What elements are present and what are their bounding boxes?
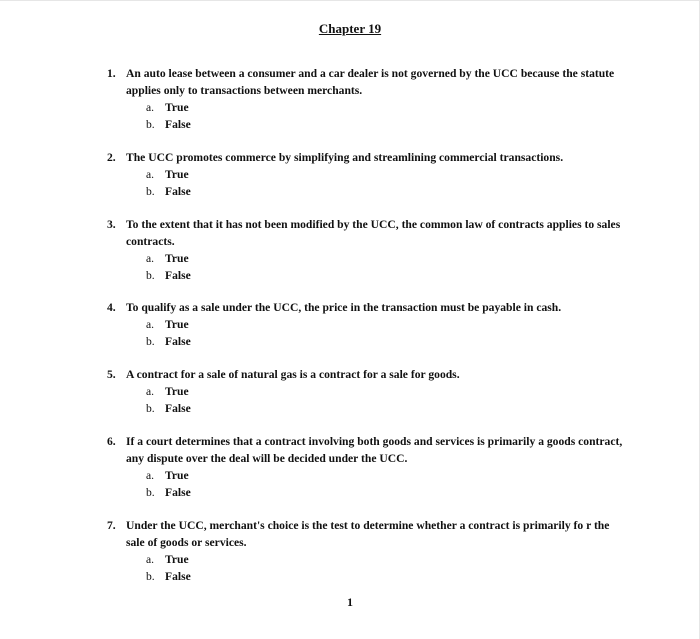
question-number: 5. bbox=[107, 368, 116, 381]
option-label: True bbox=[165, 101, 189, 114]
option-a[interactable] bbox=[146, 250, 627, 267]
option-letter: a. bbox=[146, 385, 155, 398]
option-a[interactable] bbox=[146, 467, 627, 484]
option-b[interactable] bbox=[146, 568, 627, 585]
option-a[interactable] bbox=[146, 383, 627, 400]
question-text: The UCC promotes commerce by simplifying and streamlining commercial transactions. bbox=[126, 151, 564, 164]
question-2 bbox=[107, 149, 627, 200]
option-label: True bbox=[165, 252, 189, 265]
option-label: False bbox=[165, 185, 191, 198]
question-number: 7. bbox=[107, 519, 116, 532]
question-text: An auto lease between a consumer and a car dealer is not governed by the UCC because the statute applies only to transactions between merchants. bbox=[126, 67, 615, 97]
option-label: True bbox=[165, 168, 189, 181]
question-number: 3. bbox=[107, 218, 116, 231]
option-label: False bbox=[165, 402, 191, 415]
option-label: True bbox=[165, 385, 189, 398]
question-1 bbox=[107, 65, 627, 133]
option-letter: b. bbox=[146, 269, 155, 282]
option-letter: b. bbox=[146, 486, 155, 499]
option-label: False bbox=[165, 570, 191, 583]
option-b[interactable] bbox=[146, 333, 627, 350]
option-b[interactable] bbox=[146, 183, 627, 200]
question-number: 1. bbox=[107, 67, 116, 80]
question-text: To the extent that it has not been modified by the UCC, the common law of contracts applies to sales contracts. bbox=[126, 218, 621, 248]
option-letter: b. bbox=[146, 185, 155, 198]
option-label: True bbox=[165, 469, 189, 482]
question-text: Under the UCC, merchant's choice is the test to determine whether a contract is primarily fo r the sale of goods or services. bbox=[126, 519, 610, 549]
option-b[interactable] bbox=[146, 400, 627, 417]
question-number: 2. bbox=[107, 151, 116, 164]
question-7 bbox=[107, 517, 627, 585]
option-label: True bbox=[165, 553, 189, 566]
option-b[interactable] bbox=[146, 116, 627, 133]
question-6 bbox=[107, 433, 627, 501]
option-a[interactable] bbox=[146, 316, 627, 333]
option-b[interactable] bbox=[146, 267, 627, 284]
option-label: False bbox=[165, 118, 191, 131]
option-letter: b. bbox=[146, 402, 155, 415]
option-letter: a. bbox=[146, 252, 155, 265]
page-title: Chapter 19 bbox=[318, 21, 382, 36]
option-letter: a. bbox=[146, 469, 155, 482]
question-number: 6. bbox=[107, 435, 116, 448]
question-text: A contract for a sale of natural gas is a contract for a sale for goods. bbox=[126, 368, 460, 381]
question-text: If a court determines that a contract involving both goods and services is primarily a goods contract, any dispute over the deal will be decided under the UCC. bbox=[126, 435, 623, 465]
question-5 bbox=[107, 366, 627, 417]
option-letter: a. bbox=[146, 553, 155, 566]
option-label: True bbox=[165, 318, 189, 331]
option-letter: b. bbox=[146, 335, 155, 348]
page-number: 1 bbox=[347, 595, 353, 609]
option-a[interactable] bbox=[146, 99, 627, 116]
option-letter: a. bbox=[146, 101, 155, 114]
option-label: False bbox=[165, 486, 191, 499]
option-a[interactable] bbox=[146, 551, 627, 568]
option-letter: a. bbox=[146, 318, 155, 331]
question-3 bbox=[107, 216, 627, 284]
option-letter: b. bbox=[146, 118, 155, 131]
question-text: To qualify as a sale under the UCC, the price in the transaction must be payable in cash. bbox=[126, 301, 562, 314]
question-number: 4. bbox=[107, 301, 116, 314]
option-label: False bbox=[165, 335, 191, 348]
option-label: False bbox=[165, 269, 191, 282]
option-a[interactable] bbox=[146, 166, 627, 183]
option-letter: b. bbox=[146, 570, 155, 583]
option-letter: a. bbox=[146, 168, 155, 181]
question-4 bbox=[107, 299, 627, 350]
option-b[interactable] bbox=[146, 484, 627, 501]
